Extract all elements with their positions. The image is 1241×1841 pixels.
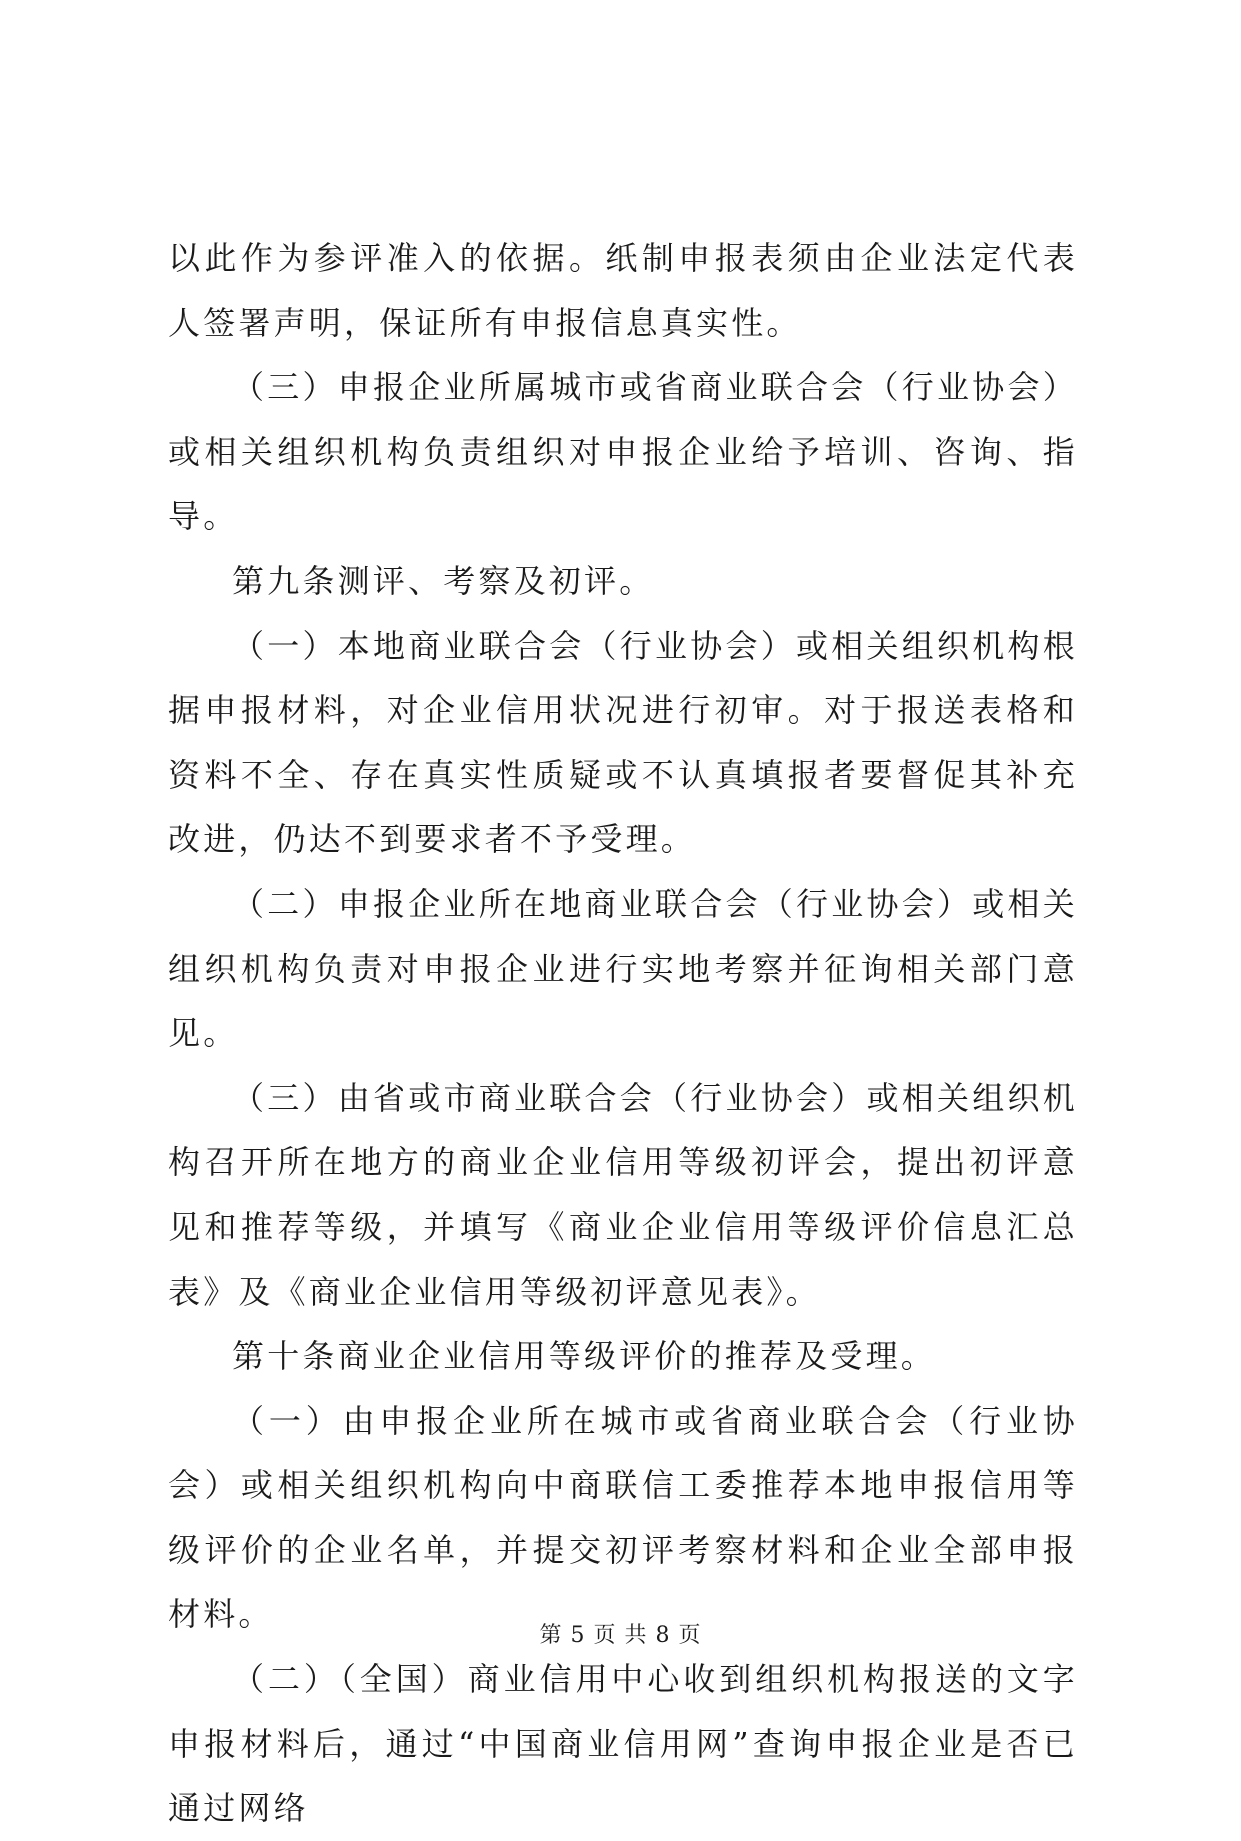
page-number-label: 第 5 页 共 8 页 [539,1623,702,1648]
page-footer [0,1618,1241,1649]
paragraph-item-1-preliminary-review: （一）本地商业联合会（行业协会）或相关组织机构根据申报材料，对企业信用状况进行初审。对于报送表格和资料不全、存在真实性质疑或不认真填报者要督促其补充改进，仍达不到要求者不予受理。 [168,626,1078,859]
article-10-heading: 第十条商业企业信用等级评价的推荐及受理。 [232,1337,937,1376]
paragraph-item-2-acceptance: （二）（全国）商业信用中心收到组织机构报送的文字申报材料后，通过“中国商业信用网”查询申报企业是否已通过网络 [168,1660,1078,1828]
paragraph-continuation: 以此作为参评准入的依据。纸制申报表须由企业法定代表人签署声明，保证所有申报信息真实性。 [168,239,1078,342]
paragraph-item-3-training: （三）申报企业所属城市或省商业联合会（行业协会）或相关组织机构负责组织对申报企业给予培训、咨询、指导。 [168,368,1078,536]
paragraph-item-3-preliminary-evaluation: （三）由省或市商业联合会（行业协会）或相关组织机构召开所在地方的商业企业信用等级初评会，提出初评意见和推荐等级，并填写《商业企业信用等级评价信息汇总表》及《商业企业信用等级初评意见表》。 [168,1078,1078,1311]
paragraph-item-1-recommendation: （一）由申报企业所在城市或省商业联合会（行业协会）或相关组织机构向中商联信工委推荐本地申报信用等级评价的企业名单，并提交初评考察材料和企业全部申报材料。 [168,1401,1078,1634]
article-9-heading: 第九条测评、考察及初评。 [232,561,655,600]
document-body [168,226,1078,1841]
paragraph-item-2-site-inspection: （二）申报企业所在地商业联合会（行业协会）或相关组织机构负责对申报企业进行实地考察并征询相关部门意见。 [168,884,1078,1053]
